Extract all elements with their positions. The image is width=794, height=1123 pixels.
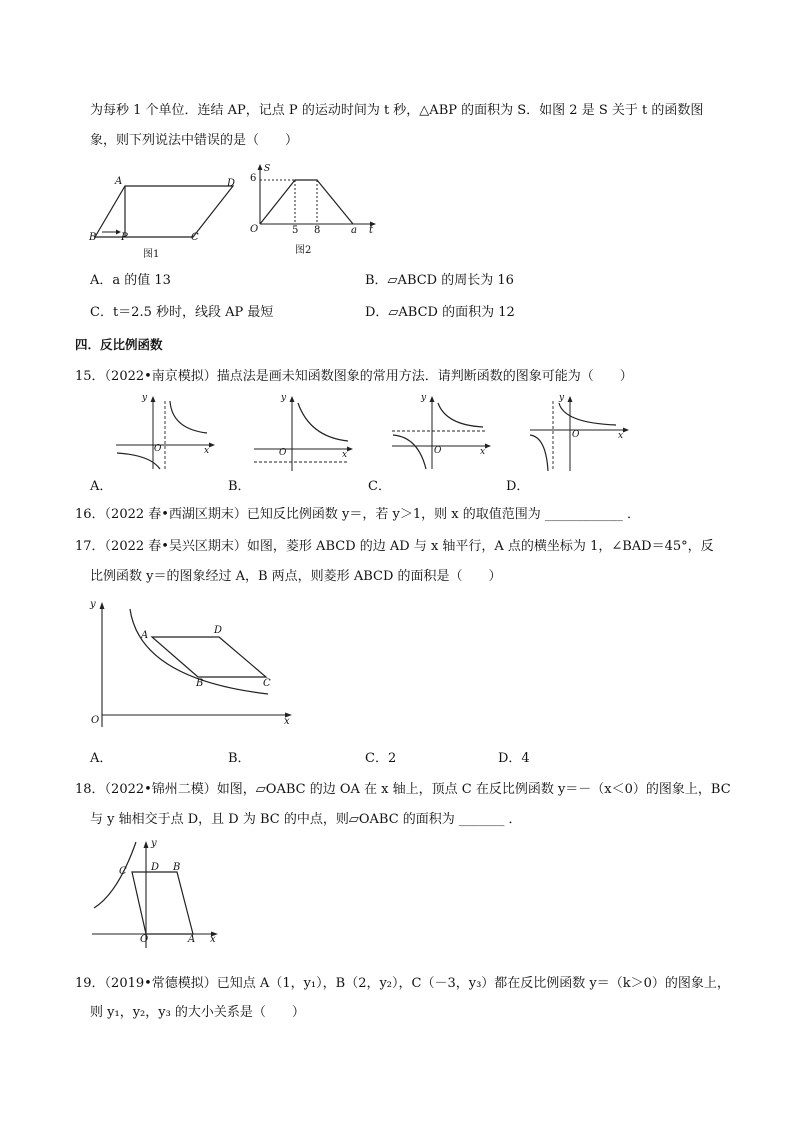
point-label-p: P: [121, 232, 128, 243]
point-label-c: C: [191, 232, 199, 243]
origin-label: O: [91, 715, 100, 726]
axis-y-label: y: [151, 838, 157, 849]
point-label-a: A: [141, 630, 149, 641]
q15-stem: 15．（2022•南京模拟）描点法是画未知函数图象的常用方法．请判断函数的图象可能为（ ）: [75, 369, 633, 384]
q19-stem-line2: 则 y₁，y₂，y₃ 的大小关系是（ ）: [90, 1005, 305, 1020]
q14-option-d: D．▱ABCD 的面积为 12: [365, 305, 515, 320]
q15-option-a: A．: [90, 479, 113, 494]
q18-figure: [88, 838, 223, 950]
origin-label: O: [250, 224, 259, 235]
axis-x-label: x: [204, 446, 210, 456]
x-tick-a: a: [351, 225, 357, 236]
point-label-b: B: [196, 678, 204, 689]
q18-stem-line1: 18．（2022•锦州二模）如图，▱OABC 的边 OA 在 x 轴上，顶点 C 在反比例函数 y＝－（x＜0）的图象上，BC: [75, 782, 731, 797]
q14-option-b: B．▱ABCD 的周长为 16: [365, 273, 514, 288]
axis-y-label: y: [421, 393, 427, 403]
origin-label: O: [154, 444, 162, 454]
q17-stem-line2: 比例函数 y＝的图象经过 A，B 两点，则菱形 ABCD 的面积是（ ）: [90, 569, 502, 584]
origin-label: O: [140, 934, 149, 945]
axis-x-label: x: [210, 934, 216, 945]
q18-stem-line2: 与 y 轴相交于点 D，且 D 为 BC 的中点，则▱OABC 的面积为 _______ ．: [90, 812, 522, 827]
q16-stem: 16．（2022 春•西湖区期末）已知反比例函数 y＝，若 y＞1，则 x 的取值范围为 ____________ ．: [75, 507, 641, 522]
q15-option-c: C．: [368, 479, 391, 494]
q17-option-d: D．4: [498, 751, 530, 766]
point-label-c: C: [119, 866, 127, 877]
origin-label: O: [279, 448, 287, 458]
axis-y-label: y: [142, 393, 148, 403]
q15-graph-c: [388, 393, 498, 473]
axis-x-label: x: [480, 447, 486, 457]
q14-figure-2: [245, 162, 380, 262]
q14-option-a: A．a 的值 13: [90, 273, 171, 288]
point-label-a: A: [115, 176, 123, 187]
origin-label: O: [572, 430, 580, 440]
axis-x-label: x: [342, 450, 348, 460]
axis-label-t: t: [369, 225, 374, 236]
axis-label-s: S: [264, 164, 271, 174]
q17-option-c: C．2: [365, 751, 397, 766]
x-tick-5: 5: [292, 225, 299, 236]
x-tick-8: 8: [314, 225, 321, 236]
q15-graph-d: [526, 393, 636, 473]
q17-figure: [88, 597, 298, 732]
point-label-a: A: [188, 934, 196, 945]
q17-stem-line1: 17．（2022 春•吴兴区期末）如图，菱形 ABCD 的边 AD 与 x 轴平行，A 点的横坐标为 1，∠BAD＝45°，反: [75, 539, 714, 554]
q15-graph-a: [112, 393, 222, 473]
q15-option-b: B．: [228, 479, 251, 494]
axis-y-label: y: [90, 599, 96, 610]
point-label-d: D: [151, 862, 160, 873]
q17-option-b: B．: [228, 751, 251, 766]
point-label-d: D: [214, 625, 223, 636]
axis-x-label: x: [284, 716, 290, 727]
axis-y-label: y: [281, 393, 287, 403]
section-heading: 四．反比例函数: [75, 337, 163, 352]
q15-option-d: D．: [506, 479, 530, 494]
point-label-b: B: [173, 862, 181, 873]
q14-stem-line2: 象，则下列说法中错误的是（ ）: [90, 133, 299, 148]
point-label-b: B: [89, 232, 97, 243]
axis-y-label: y: [559, 393, 565, 403]
point-label-d: D: [227, 178, 236, 189]
q14-stem-line1: 为每秒 1 个单位．连结 AP，记点 P 的运动时间为 t 秒，△ABP 的面积为 S．如图 2 是 S 关于 t 的函数图: [90, 103, 704, 118]
figure-2-caption: 图2: [295, 245, 312, 256]
q15-graph-b: [250, 393, 360, 473]
axis-x-label: x: [618, 431, 624, 441]
y-tick-6: 6: [250, 173, 257, 184]
origin-label: O: [434, 446, 442, 456]
q14-figure-1: [85, 170, 245, 260]
q14-option-c: C．t＝2.5 秒时，线段 AP 最短: [90, 305, 274, 320]
q19-stem-line1: 19．（2019•常德模拟）已知点 A（1，y₁），B（2，y₂），C（－3，y₃）都在反比例函数 y＝（k＞0）的图象上，: [75, 976, 730, 991]
q17-option-a: A．: [90, 751, 113, 766]
figure-1-caption: 图1: [143, 249, 160, 260]
point-label-c: C: [263, 678, 271, 689]
